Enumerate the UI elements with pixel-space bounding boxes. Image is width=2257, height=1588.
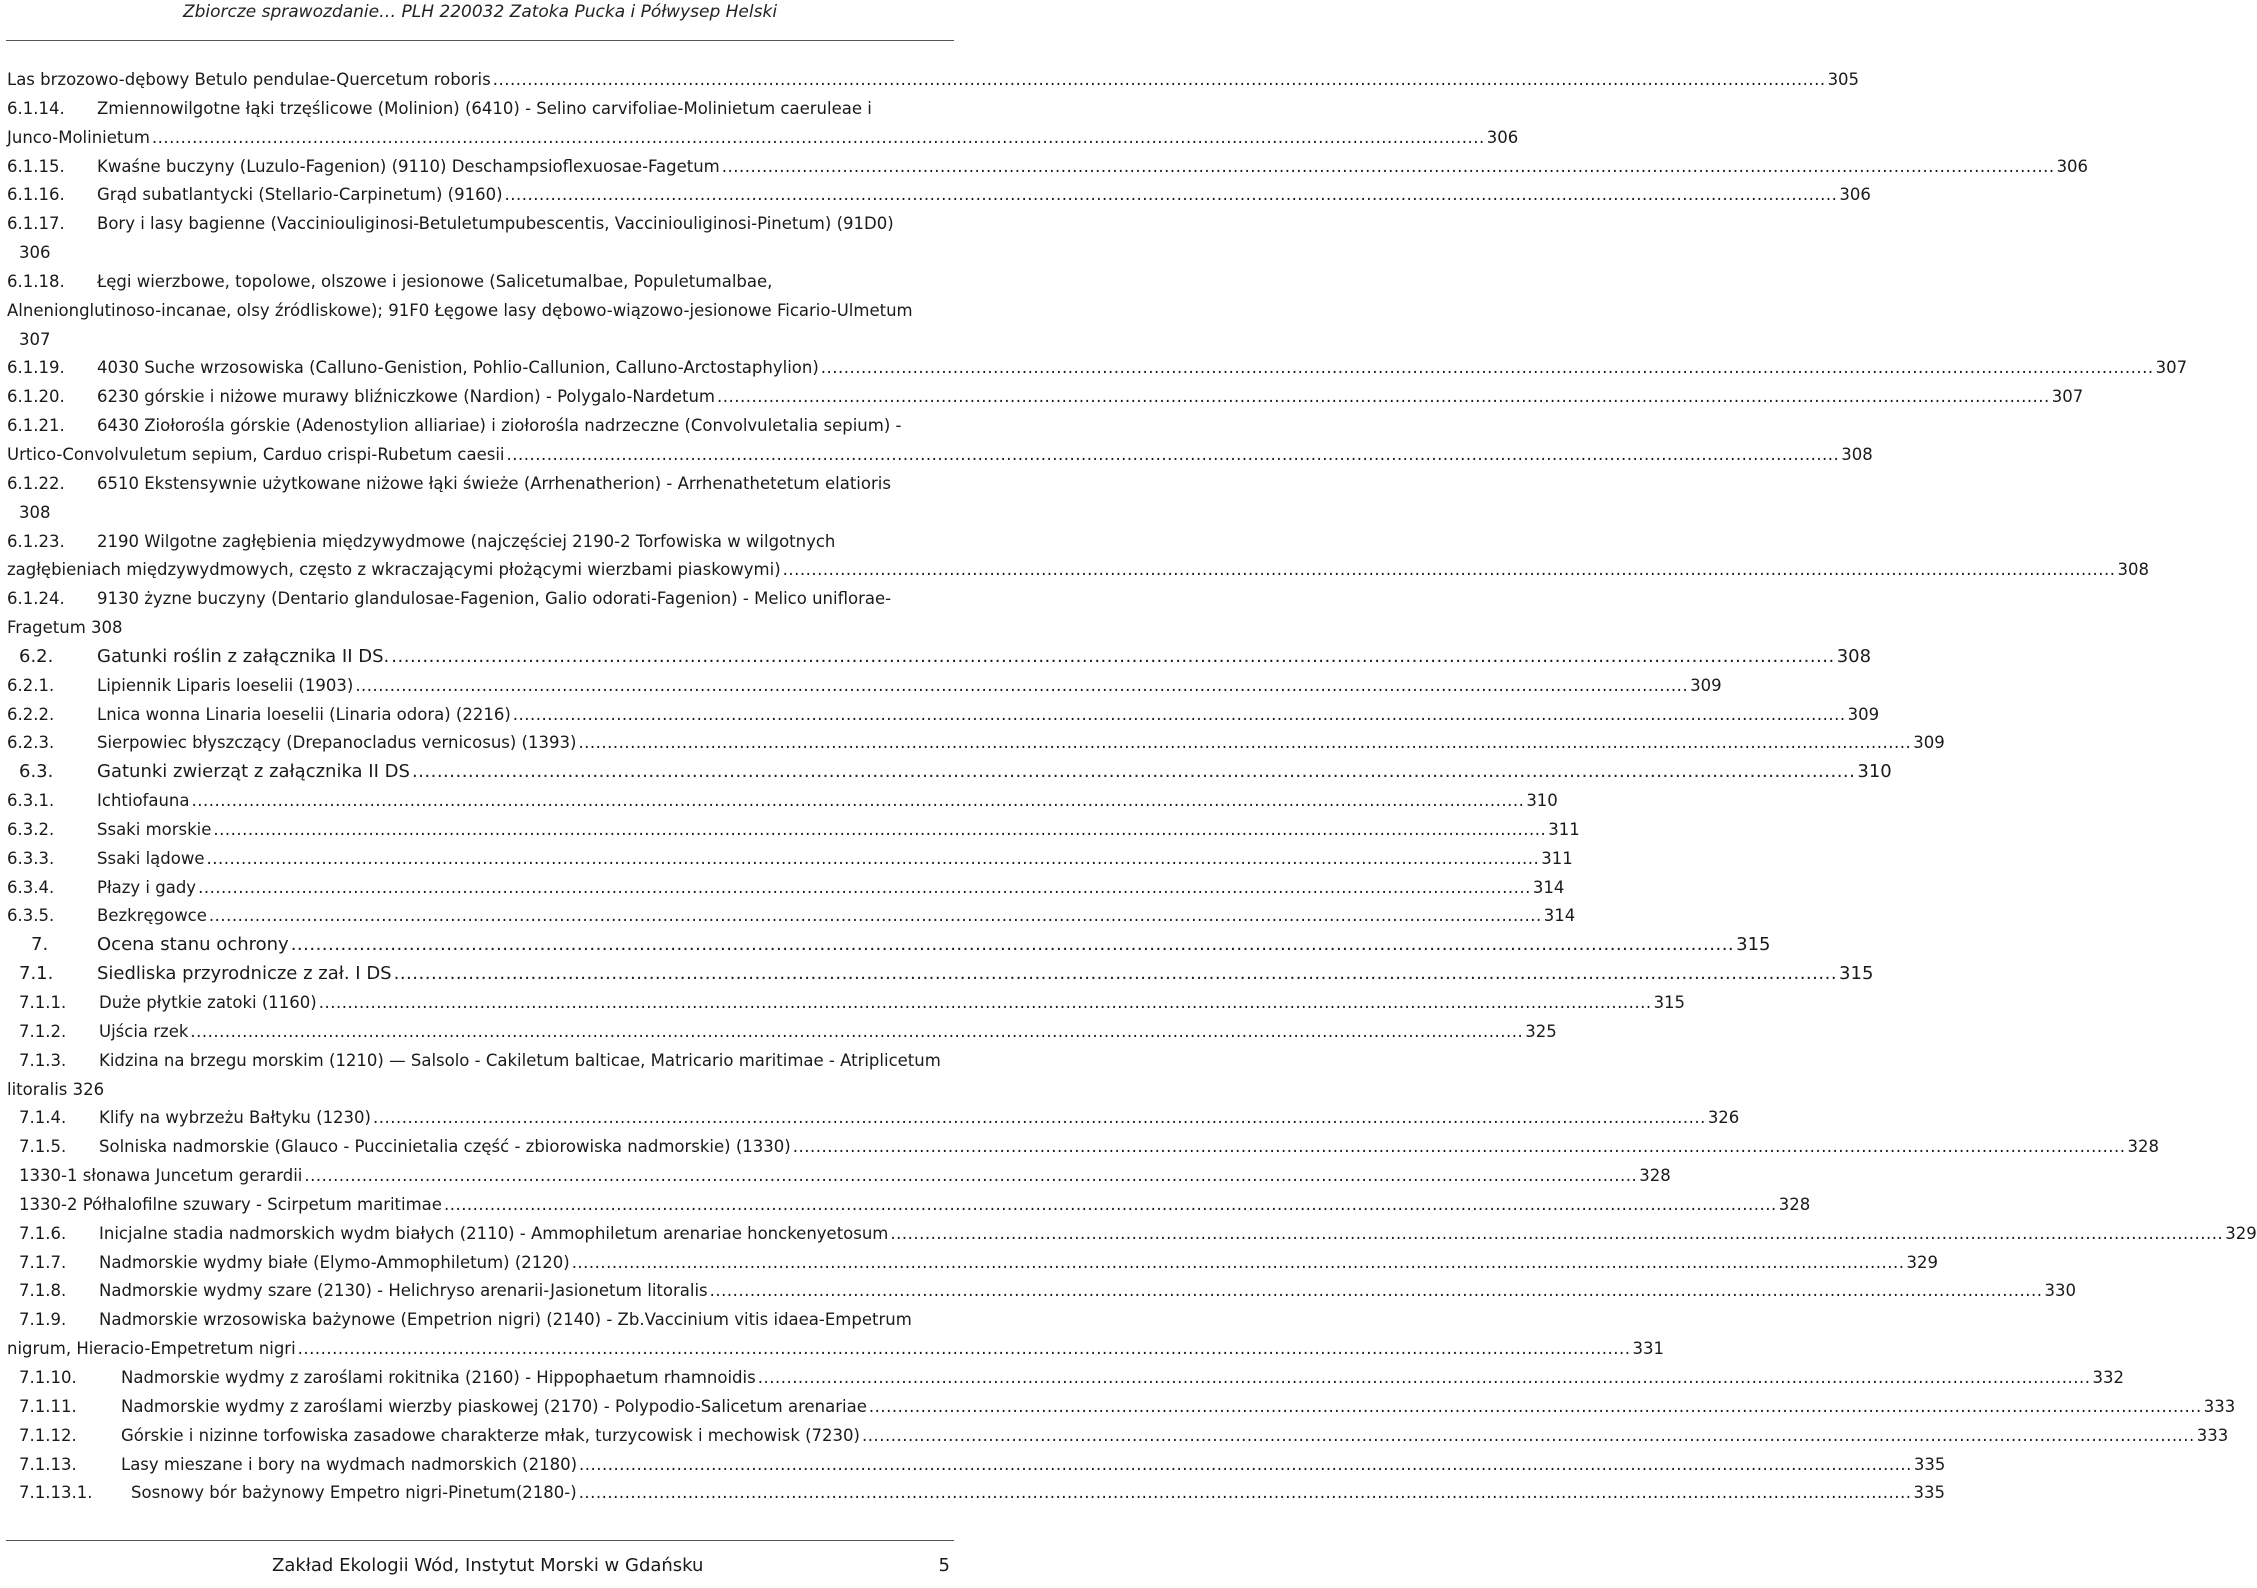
toc-entry-number: 6.1.24.: [7, 589, 65, 609]
toc-entry[interactable]: [7, 1191, 1811, 1220]
toc-entry-title: Ssaki lądowe: [97, 848, 205, 868]
toc-leader-dots: [717, 383, 2050, 412]
toc-entry-number: 7.1.13.: [19, 1454, 77, 1474]
toc-entry-page: 311: [1541, 848, 1573, 868]
toc-entry[interactable]: [7, 1076, 951, 1105]
toc-entry-title: Ssaki morskie: [97, 819, 212, 839]
toc-entry[interactable]: [7, 1306, 951, 1335]
toc-entry-title: Ichtiofauna: [97, 791, 190, 811]
toc-entry-number: 7.1.11.: [19, 1396, 77, 1416]
toc-leader-dots: [355, 672, 1688, 701]
toc-entry[interactable]: [7, 66, 1860, 95]
toc-entry-page: 308: [1836, 645, 1872, 667]
toc-entry-number: 7.1.13.1.: [19, 1483, 93, 1503]
toc-leader-dots: [198, 874, 1531, 903]
toc-leader-dots: [298, 1335, 1631, 1364]
toc-entry-page: 307: [2155, 358, 2188, 378]
toc-entry-number: 7.1.6.: [19, 1223, 67, 1243]
document-title: Zbiorcze sprawozdanie… PLH 220032 Zatoka Pucka i Półwysep Helski: [182, 2, 778, 22]
toc-leader-dots: [572, 1249, 1905, 1278]
toc-entry-title: Gatunki zwierząt z załącznika II DS: [97, 761, 410, 783]
toc-entry[interactable]: [7, 441, 1873, 470]
toc-entry-page: 308: [2117, 560, 2149, 580]
toc-leader-dots: [394, 960, 1837, 989]
toc-entry-page: 305: [1827, 70, 1860, 89]
toc-entry-title: 1330-2 Półhalofilne szuwary - Scirpetum maritimae: [19, 1194, 442, 1214]
toc-entry-number: 6.1.23.: [7, 531, 65, 551]
toc-entry[interactable]: [7, 960, 1874, 989]
toc-entry[interactable]: [7, 1162, 1671, 1191]
toc-leader-dots: [793, 1133, 2126, 1162]
toc-entry-number: 6.3.: [19, 761, 54, 783]
toc-entry-title: Klify na wybrzeżu Bałtyku (1230): [99, 1108, 371, 1128]
toc-entry-number: 6.3.3.: [7, 848, 55, 868]
toc-entry[interactable]: [7, 1451, 1946, 1480]
toc-entry-title: Nadmorskie wydmy z zaroślami rokitnika (2160) - Hippophaetum rhamnoidis: [121, 1367, 756, 1387]
toc-entry-page: 331: [1632, 1339, 1664, 1359]
header-divider: [6, 40, 954, 41]
toc-entry-title: Solniska nadmorskie (Glauco - Puccinietalia część - zbiorowiska nadmorskie) (1330): [99, 1137, 791, 1157]
toc-entry-page: 307: [2051, 387, 2084, 407]
toc-entry-page: 333: [2196, 1425, 2229, 1445]
toc-leader-dots: [209, 902, 1542, 931]
toc-entry-number: 6.1.19.: [7, 358, 65, 378]
toc-entry[interactable]: [7, 268, 951, 297]
toc-entry-title: nigrum, Hieracio-Empetretum nigri: [7, 1339, 296, 1359]
toc-entry-number: 7.: [31, 934, 49, 956]
toc-entry-number: 6.2.2.: [7, 704, 55, 724]
toc-leader-dots: [513, 701, 1846, 730]
toc-entry-title: Siedliska przyrodnicze z zał. I DS: [97, 963, 392, 985]
toc-entry-page: 315: [1736, 934, 1771, 956]
toc-entry-number: 6.3.1.: [7, 791, 55, 811]
toc-entry[interactable]: [7, 701, 1880, 730]
toc-entry-number: 6.1.20.: [7, 387, 65, 407]
toc-leader-dots: [493, 66, 1826, 95]
toc-leader-dots: [710, 1277, 2043, 1306]
toc-entry-title: Nadmorskie wrzosowiska bażynowe (Empetrion nigri) (2140) - Zb.Vaccinium vitis idaea-Empetrum: [99, 1310, 912, 1330]
toc-leader-dots: [758, 1364, 2091, 1393]
toc-entry-title: 9130 żyzne buczyny (Dentario glandulosae-Fagenion, Galio odorati-Fagenion) - Melico uniflorae-: [97, 589, 892, 609]
toc-entry[interactable]: [7, 816, 1580, 845]
toc-entry[interactable]: [7, 931, 1771, 960]
toc-entry[interactable]: [7, 643, 1872, 672]
toc-entry-title: Nadmorskie wydmy białe (Elymo-Ammophiletum) (2120): [99, 1252, 570, 1272]
toc-entry[interactable]: [7, 1422, 2229, 1451]
toc-entry-title: Bezkręgowce: [97, 906, 207, 926]
toc-entry[interactable]: [7, 1133, 2160, 1162]
toc-entry-page: 333: [2203, 1396, 2236, 1416]
toc-leader-dots: [304, 1162, 1637, 1191]
toc-entry-title: 308: [19, 502, 51, 522]
toc-entry-title: Zmiennowilgotne łąki trzęślicowe (Molinion) (6410) - Selino carvifoliae-Molinietum caeruleae i: [97, 98, 872, 118]
toc-entry-title: Bory i lasy bagienne (Vacciniouliginosi-Betuletumpubescentis, Vacciniouliginosi-Pinetum) (91D0): [97, 214, 894, 234]
toc-entry[interactable]: [7, 902, 1576, 931]
toc-entry-page: 315: [1839, 963, 1874, 985]
toc-leader-dots: [444, 1191, 1777, 1220]
toc-entry-page: 306: [1486, 127, 1519, 147]
toc-entry[interactable]: [7, 614, 951, 643]
toc-entry-page: 328: [2127, 1137, 2160, 1157]
toc-entry-number: 7.1.1.: [19, 993, 67, 1012]
toc-entry-number: 7.1.8.: [19, 1281, 67, 1301]
toc-entry-number: 7.1.12.: [19, 1425, 77, 1445]
toc-entry-page: 332: [2092, 1367, 2125, 1387]
toc-entry-page: 310: [1526, 791, 1558, 811]
toc-entry[interactable]: [7, 556, 2149, 585]
toc-entry[interactable]: [7, 239, 951, 268]
toc-entry-page: 335: [1913, 1454, 1946, 1474]
toc-entry-title: Junco-Molinietum: [7, 127, 150, 147]
toc-entry-number: 7.1.: [19, 963, 54, 985]
toc-entry[interactable]: [7, 1018, 1557, 1047]
toc-entry[interactable]: [7, 845, 1573, 874]
toc-entry-title: Lasy mieszane i bory na wydmach nadmorskich (2180): [121, 1454, 578, 1474]
toc-entry-title: Las brzozowo-dębowy Betulo pendulae-Quercetum roboris: [7, 70, 491, 89]
toc-entry-number: 7.1.3.: [19, 1050, 67, 1070]
toc-entry[interactable]: [7, 153, 2089, 182]
toc-leader-dots: [783, 556, 2116, 585]
toc-entry-title: litoralis 326: [7, 1079, 105, 1099]
toc-entry-title: 307: [19, 329, 51, 349]
toc-leader-dots: [890, 1220, 2223, 1249]
toc-entry-page: 308: [1841, 444, 1873, 464]
toc-entry-number: 7.1.5.: [19, 1137, 67, 1157]
toc-leader-dots: [391, 643, 1834, 672]
toc-entry-page: 326: [1707, 1108, 1740, 1128]
toc-leader-dots: [862, 1422, 2195, 1451]
toc-entry-number: 6.3.2.: [7, 819, 55, 839]
page-footer: [0, 1540, 960, 1588]
toc-entry-number: 7.1.2.: [19, 1021, 67, 1041]
toc-entry-page: 315: [1653, 993, 1686, 1012]
toc-leader-dots: [190, 1018, 1523, 1047]
toc-entry-title: 2190 Wilgotne zagłębienia międzywydmowe (najczęściej 2190-2 Torfowiska w wilgotnych: [97, 531, 836, 551]
toc-entry-page: 310: [1857, 761, 1892, 783]
toc-entry-number: 6.1.15.: [7, 156, 65, 176]
toc-entry[interactable]: [7, 1479, 1945, 1508]
toc-entry[interactable]: [7, 297, 951, 326]
toc-leader-dots: [412, 758, 1855, 787]
toc-entry-title: Inicjalne stadia nadmorskich wydm białych (2110) - Ammophiletum arenariae honckenyetosum: [99, 1223, 889, 1243]
toc-leader-dots: [821, 354, 2154, 383]
toc-entry-page: 306: [2056, 156, 2089, 176]
toc-leader-dots: [506, 441, 1839, 470]
toc-entry[interactable]: [7, 1335, 1664, 1364]
toc-entry-number: 6.2.3.: [7, 733, 55, 753]
toc-entry[interactable]: [7, 787, 1558, 816]
toc-entry-page: 311: [1548, 819, 1580, 839]
toc-entry-title: Ujścia rzek: [99, 1021, 189, 1041]
toc-leader-dots: [505, 181, 1838, 210]
toc-entry[interactable]: [7, 124, 1519, 153]
toc-entry[interactable]: [7, 383, 2084, 412]
page-header: [0, 0, 960, 46]
toc-entry[interactable]: [7, 874, 1565, 903]
toc-entry[interactable]: [7, 1364, 2125, 1393]
toc-entry-title: Urtico-Convolvuletum sepium, Carduo crispi-Rubetum caesii: [7, 444, 505, 464]
toc-leader-dots: [206, 845, 1539, 874]
toc-entry[interactable]: [7, 181, 1871, 210]
toc-entry-number: 7.1.9.: [19, 1310, 67, 1330]
toc-entry-title: Lipiennik Liparis loeselii (1903): [97, 675, 354, 695]
toc-entry-page: 306: [1839, 185, 1871, 205]
toc-leader-dots: [869, 1393, 2202, 1422]
toc-entry[interactable]: [7, 210, 951, 239]
toc-entry-number: 6.1.16.: [7, 185, 65, 205]
toc-leader-dots: [319, 989, 1652, 1018]
toc-entry-title: Sierpowiec błyszczący (Drepanocladus vernicosus) (1393): [97, 733, 577, 753]
toc-entry-title: Nadmorskie wydmy szare (2130) - Helichryso arenarii-Jasionetum litoralis: [99, 1281, 708, 1301]
toc-entry-title: Sosnowy bór bażynowy Empetro nigri-Pinetum(2180-): [131, 1483, 577, 1503]
toc-leader-dots: [291, 931, 1734, 960]
toc-entry-number: 6.1.17.: [7, 214, 65, 234]
toc-leader-dots: [373, 1104, 1706, 1133]
toc-entry[interactable]: [7, 499, 951, 528]
toc-entry-page: 330: [2044, 1281, 2076, 1301]
toc-leader-dots: [579, 1451, 1912, 1480]
footer-divider: [6, 1540, 954, 1541]
toc-entry-title: Gatunki roślin z załącznika II DS.: [97, 645, 390, 667]
toc-leader-dots: [152, 124, 1485, 153]
toc-entry[interactable]: [7, 412, 951, 441]
toc-entry-number: 6.3.5.: [7, 906, 55, 926]
toc-entry-title: 6430 Ziołorośla górskie (Adenostylion alliariae) i ziołorośla nadrzeczne (Convolvuletalia sepium) -: [97, 416, 902, 436]
toc-entry-title: 6510 Ekstensywnie użytkowane niżowe łąki świeże (Arrhenatherion) - Arrhenathetetum elatioris: [97, 473, 891, 493]
toc-entry[interactable]: [7, 989, 1686, 1018]
toc-entry[interactable]: [7, 326, 951, 355]
toc-entry[interactable]: [7, 672, 1722, 701]
toc-entry-title: Płazy i gady: [97, 877, 197, 897]
toc-entry-page: 328: [1778, 1194, 1811, 1214]
toc-entry[interactable]: [7, 758, 1892, 787]
toc-entry-title: Nadmorskie wydmy z zaroślami wierzby piaskowej (2170) - Polypodio-Salicetum arenariae: [121, 1396, 867, 1416]
toc-entry-page: 329: [2225, 1223, 2257, 1243]
toc-entry-number: 6.1.18.: [7, 271, 65, 291]
toc-entry[interactable]: [7, 354, 2188, 383]
toc-entry-page: 309: [1690, 675, 1722, 695]
toc-entry-title: Kwaśne buczyny (Luzulo-Fagenion) (9110) Deschampsioflexuosae-Fagetum: [97, 156, 720, 176]
page-number: 5: [938, 1555, 950, 1576]
toc-entry[interactable]: [7, 1104, 1740, 1133]
toc-entry[interactable]: [7, 1393, 2236, 1422]
toc-entry-title: Duże płytkie zatoki (1160): [99, 993, 317, 1012]
toc-entry-title: 6230 górskie i niżowe murawy bliźniczkowe (Nardion) - Polygalo-Nardetum: [97, 387, 715, 407]
toc-entry-title: Górskie i nizinne torfowiska zasadowe charakterze młak, turzycowisk i mechowisk (7230): [121, 1425, 860, 1445]
toc-entry-number: 6.1.22.: [7, 473, 65, 493]
toc-entry-page: 328: [1639, 1166, 1671, 1186]
toc-entry-number: 7.1.10.: [19, 1367, 77, 1387]
toc-entry-number: 6.2.: [19, 645, 54, 667]
toc-leader-dots: [213, 816, 1546, 845]
toc-entry[interactable]: [7, 1277, 2076, 1306]
toc-entry-number: 6.3.4.: [7, 877, 55, 897]
toc-entry[interactable]: [7, 1249, 1938, 1278]
toc-leader-dots: [578, 729, 1911, 758]
table-of-contents: [7, 66, 2257, 1508]
toc-entry-page: 309: [1847, 704, 1880, 724]
toc-entry[interactable]: [7, 470, 951, 499]
toc-entry-number: 7.1.4.: [19, 1108, 67, 1128]
toc-entry-title: Grąd subatlantycki (Stellario-Carpinetum) (9160): [97, 185, 503, 205]
toc-entry-number: 7.1.7.: [19, 1252, 67, 1272]
footer-institution: Zakład Ekologii Wód, Instytut Morski w Gdańsku: [272, 1555, 704, 1576]
toc-entry-title: Kidzina na brzegu morskim (1210) — Salsolo - Cakiletum balticae, Matricario maritimae - Atriplicetum: [99, 1050, 941, 1070]
toc-leader-dots: [579, 1479, 1912, 1508]
toc-entry[interactable]: [7, 1220, 2257, 1249]
toc-entry[interactable]: [7, 1047, 951, 1076]
toc-entry-title: 306: [19, 243, 51, 263]
toc-entry-page: 314: [1532, 877, 1565, 897]
toc-entry-number: 6.1.21.: [7, 416, 65, 436]
toc-entry-title: Alnenionglutinoso-incanae, olsy źródliskowe); 91F0 Łęgowe lasy dębowo-wiązowo-jesionowe Ficario-Ulmetum: [7, 300, 913, 320]
toc-entry-title: 4030 Suche wrzosowiska (Calluno-Genistion, Pohlio-Callunion, Calluno-Arctostaphylion): [97, 358, 819, 378]
toc-entry[interactable]: [7, 95, 951, 124]
toc-leader-dots: [722, 153, 2055, 182]
toc-entry[interactable]: [7, 729, 1945, 758]
toc-entry[interactable]: [7, 585, 951, 614]
toc-entry-title: zagłębieniach międzywydmowych, często z wkraczającymi płożącymi wierzbami piaskowymi): [7, 560, 781, 580]
toc-entry-title: Łęgi wierzbowe, topolowe, olszowe i jesionowe (Salicetumalbae, Populetumalbae,: [97, 271, 773, 291]
toc-entry-page: 335: [1913, 1483, 1945, 1503]
toc-entry-title: 1330-1 słonawa Juncetum gerardii: [19, 1166, 303, 1186]
toc-entry-title: Lnica wonna Linaria loeselii (Linaria odora) (2216): [97, 704, 511, 724]
toc-entry[interactable]: [7, 528, 951, 557]
toc-entry-page: 309: [1913, 733, 1945, 753]
toc-entry-title: Fragetum 308: [7, 618, 123, 638]
toc-entry-number: 6.1.14.: [7, 98, 65, 118]
toc-entry-title: Ocena stanu ochrony: [97, 934, 289, 956]
toc-entry-page: 325: [1525, 1021, 1557, 1041]
toc-entry-page: 329: [1906, 1252, 1938, 1272]
toc-leader-dots: [192, 787, 1525, 816]
toc-entry-page: 314: [1543, 906, 1576, 926]
toc-entry-number: 6.2.1.: [7, 675, 55, 695]
